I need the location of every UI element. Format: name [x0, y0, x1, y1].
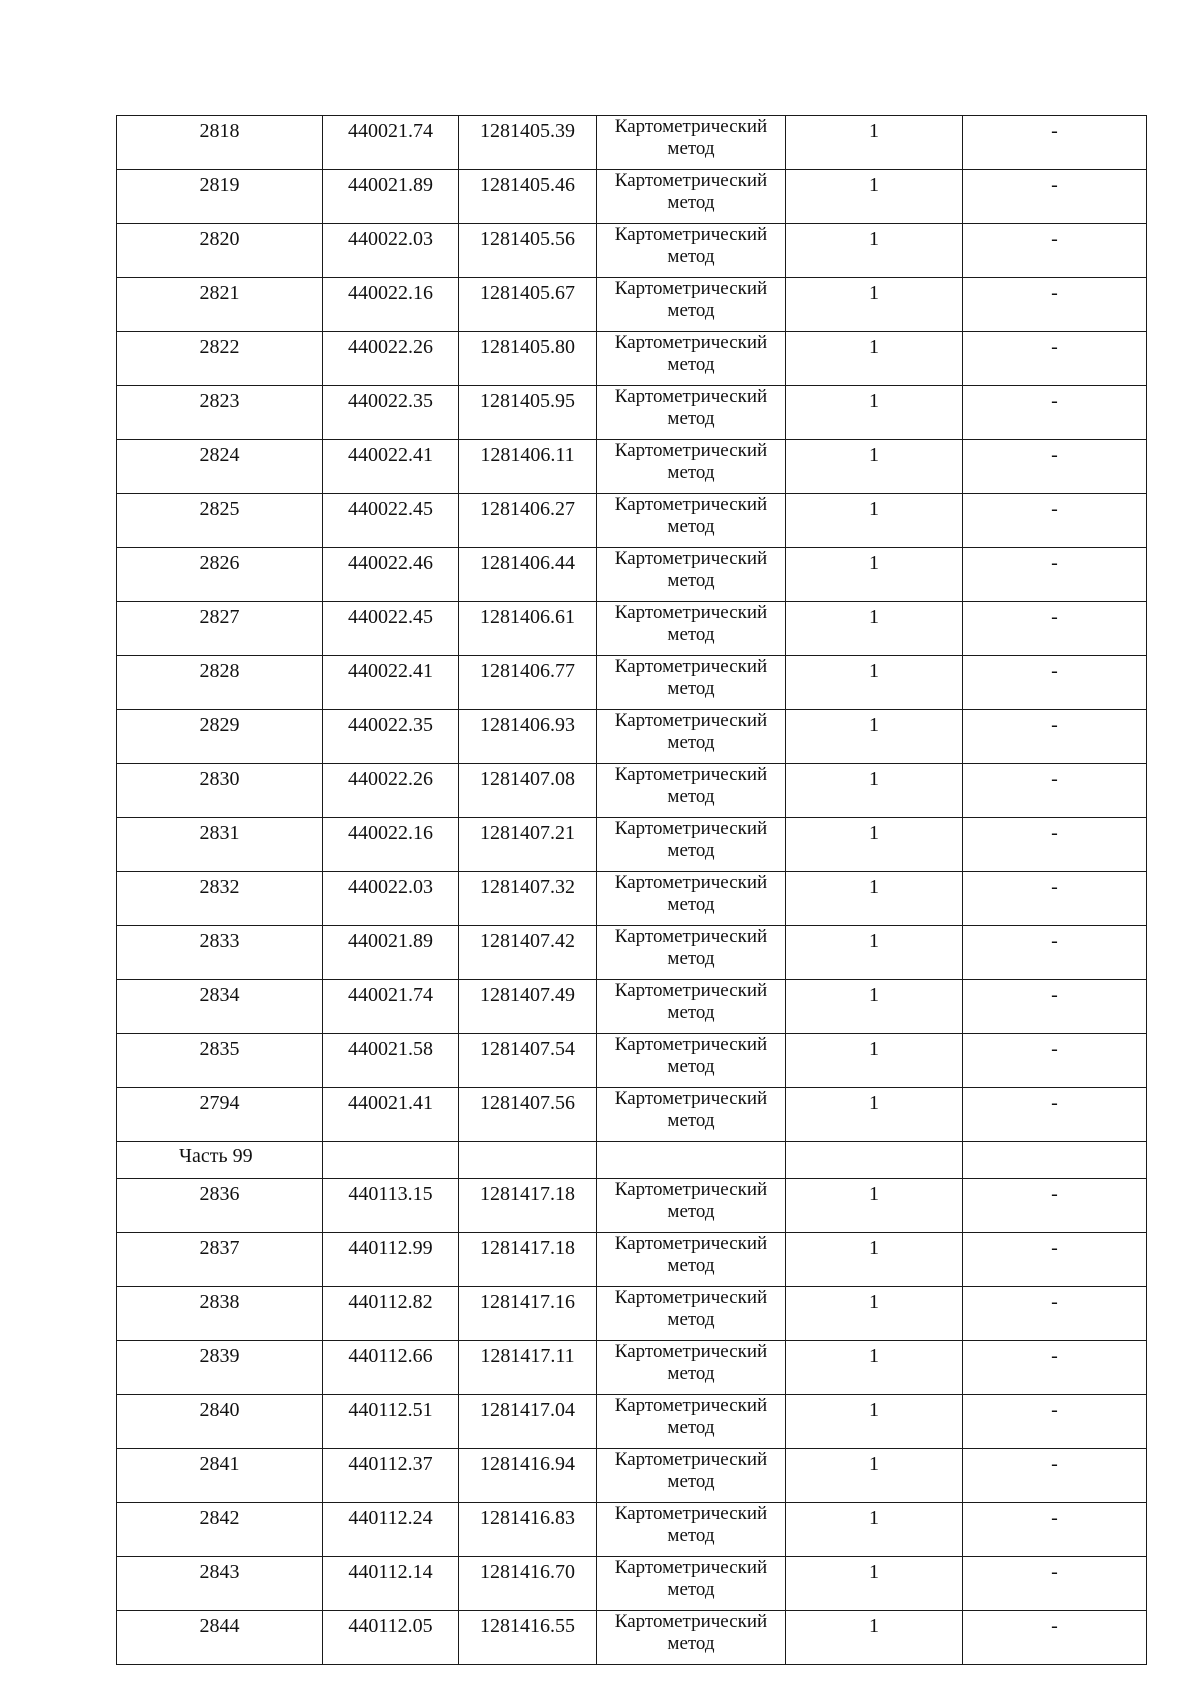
point-number-cell: 2794	[117, 1088, 323, 1142]
x-coordinate-cell: 440112.24	[323, 1503, 459, 1557]
method-text: Картометрический метод	[614, 494, 768, 537]
method-cell	[597, 1611, 786, 1665]
accuracy-cell: 1	[786, 980, 963, 1034]
empty-cell	[459, 1142, 597, 1179]
method-text: Картометрический метод	[614, 224, 768, 267]
y-coordinate-cell: 1281416.94	[459, 1449, 597, 1503]
accuracy-cell: 1	[786, 1233, 963, 1287]
method-cell	[597, 1341, 786, 1395]
accuracy-cell: 1	[786, 548, 963, 602]
method-text: Картометрический метод	[614, 764, 768, 807]
y-coordinate-cell: 1281416.83	[459, 1503, 597, 1557]
accuracy-cell: 1	[786, 1395, 963, 1449]
x-coordinate-cell: 440022.16	[323, 278, 459, 332]
method-text: Картометрический метод	[614, 1287, 768, 1330]
accuracy-cell: 1	[786, 656, 963, 710]
accuracy-cell: 1	[786, 872, 963, 926]
table-row	[117, 494, 1147, 548]
section-label: Часть 99	[117, 1142, 323, 1179]
accuracy-cell: 1	[786, 1287, 963, 1341]
y-coordinate-cell: 1281406.61	[459, 602, 597, 656]
method-cell	[597, 1088, 786, 1142]
x-coordinate-cell: 440022.03	[323, 224, 459, 278]
point-number-cell: 2823	[117, 386, 323, 440]
note-cell: -	[963, 710, 1147, 764]
y-coordinate-cell: 1281405.56	[459, 224, 597, 278]
method-cell	[597, 926, 786, 980]
x-coordinate-cell: 440022.35	[323, 386, 459, 440]
x-coordinate-cell: 440112.99	[323, 1233, 459, 1287]
accuracy-cell: 1	[786, 1341, 963, 1395]
accuracy-cell: 1	[786, 1449, 963, 1503]
note-cell: -	[963, 170, 1147, 224]
accuracy-cell: 1	[786, 494, 963, 548]
method-text: Картометрический метод	[614, 1034, 768, 1077]
x-coordinate-cell: 440022.45	[323, 494, 459, 548]
point-number-cell: 2824	[117, 440, 323, 494]
note-cell: -	[963, 872, 1147, 926]
note-cell: -	[963, 494, 1147, 548]
accuracy-cell: 1	[786, 1088, 963, 1142]
accuracy-cell: 1	[786, 710, 963, 764]
y-coordinate-cell: 1281406.77	[459, 656, 597, 710]
point-number-cell: 2842	[117, 1503, 323, 1557]
method-cell	[597, 332, 786, 386]
table-row	[117, 224, 1147, 278]
x-coordinate-cell: 440022.03	[323, 872, 459, 926]
point-number-cell: 2822	[117, 332, 323, 386]
method-text: Картометрический метод	[614, 980, 768, 1023]
method-cell	[597, 1557, 786, 1611]
point-number-cell: 2841	[117, 1449, 323, 1503]
note-cell: -	[963, 1611, 1147, 1665]
table-row	[117, 710, 1147, 764]
table-row	[117, 1449, 1147, 1503]
x-coordinate-cell: 440021.89	[323, 926, 459, 980]
accuracy-cell: 1	[786, 332, 963, 386]
note-cell: -	[963, 548, 1147, 602]
method-text: Картометрический метод	[614, 710, 768, 753]
point-number-cell: 2835	[117, 1034, 323, 1088]
point-number-cell: 2831	[117, 818, 323, 872]
point-number-cell: 2830	[117, 764, 323, 818]
table-row	[117, 764, 1147, 818]
accuracy-cell: 1	[786, 818, 963, 872]
note-cell: -	[963, 1088, 1147, 1142]
method-cell	[597, 224, 786, 278]
x-coordinate-cell: 440112.66	[323, 1341, 459, 1395]
method-text: Картометрический метод	[614, 656, 768, 699]
method-cell	[597, 170, 786, 224]
method-text: Картометрический метод	[614, 1557, 768, 1600]
note-cell: -	[963, 116, 1147, 170]
y-coordinate-cell: 1281406.93	[459, 710, 597, 764]
table-row	[117, 872, 1147, 926]
method-cell	[597, 386, 786, 440]
table-row	[117, 818, 1147, 872]
table-row	[117, 278, 1147, 332]
x-coordinate-cell: 440022.26	[323, 332, 459, 386]
accuracy-cell: 1	[786, 224, 963, 278]
method-text: Картометрический метод	[614, 440, 768, 483]
point-number-cell: 2840	[117, 1395, 323, 1449]
y-coordinate-cell: 1281417.18	[459, 1233, 597, 1287]
table-row	[117, 980, 1147, 1034]
method-text: Картометрический метод	[614, 116, 768, 159]
x-coordinate-cell: 440112.14	[323, 1557, 459, 1611]
note-cell: -	[963, 278, 1147, 332]
method-cell	[597, 1179, 786, 1233]
table-row	[117, 926, 1147, 980]
accuracy-cell: 1	[786, 440, 963, 494]
table-row	[117, 1233, 1147, 1287]
method-cell	[597, 494, 786, 548]
y-coordinate-cell: 1281407.56	[459, 1088, 597, 1142]
note-cell: -	[963, 1503, 1147, 1557]
method-text: Картометрический метод	[614, 278, 768, 321]
x-coordinate-cell: 440022.45	[323, 602, 459, 656]
x-coordinate-cell: 440022.35	[323, 710, 459, 764]
point-number-cell: 2828	[117, 656, 323, 710]
method-cell	[597, 764, 786, 818]
table-row	[117, 1287, 1147, 1341]
accuracy-cell: 1	[786, 1034, 963, 1088]
note-cell: -	[963, 1287, 1147, 1341]
method-text: Картометрический метод	[614, 818, 768, 861]
method-text: Картометрический метод	[614, 602, 768, 645]
note-cell: -	[963, 332, 1147, 386]
y-coordinate-cell: 1281405.46	[459, 170, 597, 224]
point-number-cell: 2838	[117, 1287, 323, 1341]
method-cell	[597, 116, 786, 170]
note-cell: -	[963, 1341, 1147, 1395]
y-coordinate-cell: 1281416.70	[459, 1557, 597, 1611]
point-number-cell: 2839	[117, 1341, 323, 1395]
method-cell	[597, 1503, 786, 1557]
method-text: Картометрический метод	[614, 872, 768, 915]
table-row	[117, 602, 1147, 656]
point-number-cell: 2821	[117, 278, 323, 332]
accuracy-cell: 1	[786, 116, 963, 170]
method-text: Картометрический метод	[614, 170, 768, 213]
empty-cell	[786, 1142, 963, 1179]
y-coordinate-cell: 1281405.95	[459, 386, 597, 440]
method-text: Картометрический метод	[614, 1395, 768, 1438]
point-number-cell: 2837	[117, 1233, 323, 1287]
method-text: Картометрический метод	[614, 1179, 768, 1222]
method-text: Картометрический метод	[614, 1449, 768, 1492]
y-coordinate-cell: 1281417.04	[459, 1395, 597, 1449]
table-row	[117, 1341, 1147, 1395]
accuracy-cell: 1	[786, 278, 963, 332]
y-coordinate-cell: 1281406.27	[459, 494, 597, 548]
y-coordinate-cell: 1281406.44	[459, 548, 597, 602]
table-row	[117, 1611, 1147, 1665]
x-coordinate-cell: 440022.46	[323, 548, 459, 602]
note-cell: -	[963, 1179, 1147, 1233]
x-coordinate-cell: 440021.74	[323, 980, 459, 1034]
y-coordinate-cell: 1281407.54	[459, 1034, 597, 1088]
y-coordinate-cell: 1281407.21	[459, 818, 597, 872]
table-row	[117, 1034, 1147, 1088]
method-text: Картометрический метод	[614, 1233, 768, 1276]
coordinates-table	[116, 115, 1147, 1665]
accuracy-cell: 1	[786, 170, 963, 224]
x-coordinate-cell: 440112.37	[323, 1449, 459, 1503]
note-cell: -	[963, 1557, 1147, 1611]
note-cell: -	[963, 1395, 1147, 1449]
method-text: Картометрический метод	[614, 386, 768, 429]
coordinates-table-body	[117, 116, 1147, 1665]
x-coordinate-cell: 440022.26	[323, 764, 459, 818]
method-text: Картометрический метод	[614, 548, 768, 591]
point-number-cell: 2825	[117, 494, 323, 548]
method-text: Картометрический метод	[614, 1611, 768, 1654]
method-cell	[597, 1449, 786, 1503]
point-number-cell: 2820	[117, 224, 323, 278]
method-text: Картометрический метод	[614, 926, 768, 969]
y-coordinate-cell: 1281407.32	[459, 872, 597, 926]
y-coordinate-cell: 1281417.16	[459, 1287, 597, 1341]
table-row	[117, 386, 1147, 440]
method-text: Картометрический метод	[614, 1341, 768, 1384]
method-cell	[597, 602, 786, 656]
point-number-cell: 2826	[117, 548, 323, 602]
x-coordinate-cell: 440022.41	[323, 440, 459, 494]
method-cell	[597, 1034, 786, 1088]
method-cell	[597, 1233, 786, 1287]
x-coordinate-cell: 440112.51	[323, 1395, 459, 1449]
x-coordinate-cell: 440022.16	[323, 818, 459, 872]
y-coordinate-cell: 1281407.42	[459, 926, 597, 980]
y-coordinate-cell: 1281417.18	[459, 1179, 597, 1233]
table-row	[117, 116, 1147, 170]
note-cell: -	[963, 1233, 1147, 1287]
note-cell: -	[963, 1449, 1147, 1503]
point-number-cell: 2818	[117, 116, 323, 170]
point-number-cell: 2836	[117, 1179, 323, 1233]
point-number-cell: 2832	[117, 872, 323, 926]
method-text: Картометрический метод	[614, 1088, 768, 1131]
method-cell	[597, 440, 786, 494]
x-coordinate-cell: 440021.58	[323, 1034, 459, 1088]
y-coordinate-cell: 1281407.49	[459, 980, 597, 1034]
note-cell: -	[963, 440, 1147, 494]
accuracy-cell: 1	[786, 386, 963, 440]
method-cell	[597, 1395, 786, 1449]
note-cell: -	[963, 764, 1147, 818]
table-row	[117, 656, 1147, 710]
empty-cell	[597, 1142, 786, 1179]
method-cell	[597, 278, 786, 332]
note-cell: -	[963, 656, 1147, 710]
note-cell: -	[963, 818, 1147, 872]
note-cell: -	[963, 386, 1147, 440]
note-cell: -	[963, 224, 1147, 278]
table-row	[117, 170, 1147, 224]
point-number-cell: 2844	[117, 1611, 323, 1665]
y-coordinate-cell: 1281407.08	[459, 764, 597, 818]
point-number-cell: 2833	[117, 926, 323, 980]
empty-cell	[323, 1142, 459, 1179]
note-cell: -	[963, 926, 1147, 980]
y-coordinate-cell: 1281417.11	[459, 1341, 597, 1395]
method-cell	[597, 548, 786, 602]
table-row	[117, 440, 1147, 494]
accuracy-cell: 1	[786, 602, 963, 656]
table-row	[117, 1557, 1147, 1611]
method-cell	[597, 710, 786, 764]
x-coordinate-cell: 440112.82	[323, 1287, 459, 1341]
x-coordinate-cell: 440021.89	[323, 170, 459, 224]
x-coordinate-cell: 440113.15	[323, 1179, 459, 1233]
table-row	[117, 548, 1147, 602]
y-coordinate-cell: 1281416.55	[459, 1611, 597, 1665]
note-cell: -	[963, 980, 1147, 1034]
note-cell: -	[963, 602, 1147, 656]
table-row	[117, 1503, 1147, 1557]
method-cell	[597, 656, 786, 710]
x-coordinate-cell: 440021.41	[323, 1088, 459, 1142]
y-coordinate-cell: 1281405.39	[459, 116, 597, 170]
x-coordinate-cell: 440021.74	[323, 116, 459, 170]
y-coordinate-cell: 1281405.67	[459, 278, 597, 332]
x-coordinate-cell: 440112.05	[323, 1611, 459, 1665]
method-text: Картометрический метод	[614, 332, 768, 375]
table-row	[117, 1395, 1147, 1449]
accuracy-cell: 1	[786, 1503, 963, 1557]
accuracy-cell: 1	[786, 926, 963, 980]
accuracy-cell: 1	[786, 1179, 963, 1233]
accuracy-cell: 1	[786, 1557, 963, 1611]
method-cell	[597, 1287, 786, 1341]
method-cell	[597, 818, 786, 872]
empty-cell	[963, 1142, 1147, 1179]
section-header-row	[117, 1142, 1147, 1179]
point-number-cell: 2834	[117, 980, 323, 1034]
method-text: Картометрический метод	[614, 1503, 768, 1546]
point-number-cell: 2843	[117, 1557, 323, 1611]
point-number-cell: 2829	[117, 710, 323, 764]
table-row	[117, 332, 1147, 386]
method-cell	[597, 872, 786, 926]
point-number-cell: 2819	[117, 170, 323, 224]
method-cell	[597, 980, 786, 1034]
note-cell: -	[963, 1034, 1147, 1088]
point-number-cell: 2827	[117, 602, 323, 656]
table-row	[117, 1179, 1147, 1233]
x-coordinate-cell: 440022.41	[323, 656, 459, 710]
table-row	[117, 1088, 1147, 1142]
accuracy-cell: 1	[786, 764, 963, 818]
y-coordinate-cell: 1281406.11	[459, 440, 597, 494]
y-coordinate-cell: 1281405.80	[459, 332, 597, 386]
accuracy-cell: 1	[786, 1611, 963, 1665]
